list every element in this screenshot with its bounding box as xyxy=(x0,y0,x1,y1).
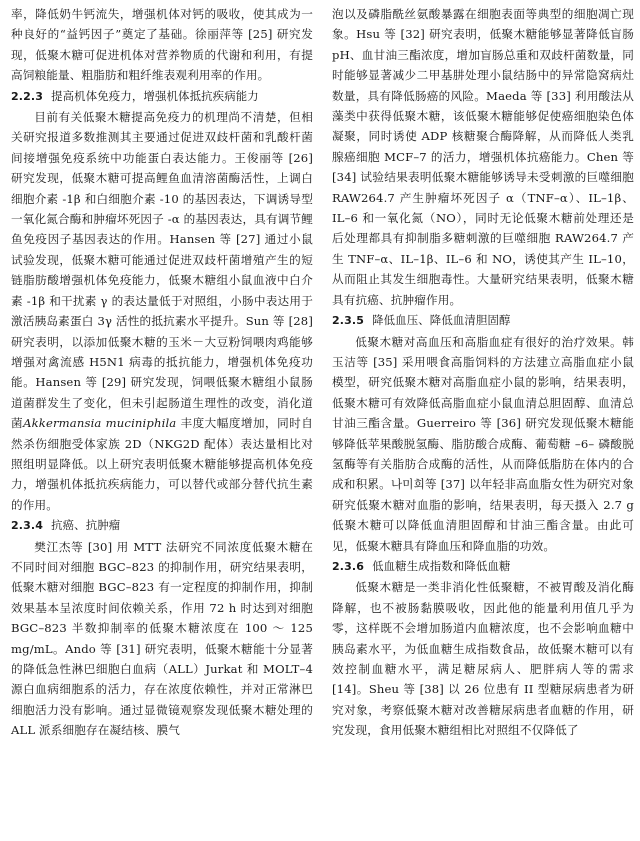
section-title: 抗癌、抗肿瘤 xyxy=(51,518,121,533)
paragraph: 低聚木糖是一类非消化性低聚糖，不被胃酸及消化酶降解，也不被肠黏膜吸收，因此他的能量利用值几乎为零，这样既不会增加肠道内血糖浓度，也不会影响血糖中胰岛素水平，为低血糖生成指数食品，故低聚木糖可以有效控制血糖水平，满足糖尿病人、肥胖病人等的需求 [14]。Sheu 等 [38] 以 26 位患有 II 型糖尿病患者为研究对象，考察低聚木糖对改善糖尿病患者血糖的作用，研究发现，食用低聚木糖组相比对照组不仅降低了 xyxy=(332,580,634,738)
paragraph: 率，降低奶牛钙流失，增强机体对钙的吸收，使其成为一种良好的“益钙因子”奠定了基础。徐丽萍等 [25] 研究发现，低聚木糖可促进机体对营养物质的代谢和利用，有提高饲粮能量、粗脂肪和粗纤维表观利用率的作用。 xyxy=(11,7,313,83)
section-title: 低血糖生成指数和降低血糖 xyxy=(372,558,511,573)
section-number: 2.3.5 xyxy=(332,314,365,328)
paragraph-text: 丰度大幅度增加，同时自然杀伤细胞受体家族 2D（NKG2D 配体）表达量相比对照组明显降低。以上研究表明低聚木糖能够提高机体免疫力，增强机体抵抗疾病能力，可以替代或部分替代抗生素的作用。 xyxy=(11,416,313,512)
section-number: 2.3.6 xyxy=(332,559,365,573)
paragraph: 泡以及磷脂酰丝氨酸暴露在细胞表面等典型的细胞凋亡现象。Hsu 等 [32] 研究表明，低聚木糖能够显著降低盲肠 pH、血甘油三酯浓度，增加盲肠总重和双歧杆菌数量，同时能够显著减少二甲基肼处理小鼠结肠中的异常隐窝病灶数量，具有降低肠癌的风险。Maeda 等 [33] 利用酸法从藻类中获得低聚木糖，该低聚木糖能够促使癌细胞染色体凝聚，同时诱使 ADP 核糖聚合酶降解，从而降低人类乳腺癌细胞 MCF–7 的活力，增强机体抗癌能力。Chen 等 [34] 试验结果表明低聚木糖能够诱导未受刺激的巨噬细胞 RAW264.7 产生肿瘤坏死因子 α（TNF–α）、IL–1β、IL–6 和一氧化氮（NO），同时无论低聚木糖前处理还是后处理都具有抑制脂多糖刺激的巨噬细胞 RAW264.7 产生 TNF–α、IL–1β、IL–6 和 NO，诱使其产生 IL–10，从而阻止其发生细胞毒性。大量研究结果表明，低聚木糖具有抗癌、抗肿瘤作用。 xyxy=(332,7,634,307)
paragraph xyxy=(11,107,313,515)
section-title: 提高机体免疫力，增强机体抵抗疾病能力 xyxy=(51,88,259,103)
paragraph: 樊江杰等 [30] 用 MTT 法研究不同浓度低聚木糖在不同时间对细胞 BGC–823 的抑制作用，研究结果表明，低聚木糖对细胞 BGC–823 有一定程度的抑制作用，抑制效果基本呈浓度时间依赖关系，作用 72 h 时达到对细胞 BGC–823 半数抑制率的低聚木糖浓度在 100 ～ 125 mg/mL。Ando 等 [31] 研究表明，低聚木糖能十分显著的降低急性淋巴细胞白血病（ALL）Jurkat 和 MOLT–4 源白血病细胞系的活力，存在浓度依赖性，并对正常淋巴细胞活力没有影响。通过显微镜观察发现低聚木糖处理的 ALL 派系细胞存在凝结核、膜气 xyxy=(11,539,313,738)
section-number: 2.3.4 xyxy=(11,519,44,533)
section-number: 2.2.3 xyxy=(11,89,44,103)
section-title: 降低血压、降低血清胆固醇 xyxy=(372,313,511,328)
section-heading-2-2-3 xyxy=(11,86,313,107)
species-name: Akkermansia muciniphila xyxy=(23,416,177,431)
section-heading-2-3-5 xyxy=(332,310,634,331)
paragraph: 低聚木糖对高血压和高脂血症有很好的治疗效果。韩玉洁等 [35] 采用喂食高脂饲料的方法建立高脂血症小鼠模型，研究低聚木糖对高脂血症小鼠的影响，结果表明，低聚木糖可有效降低高脂血症小鼠血清总胆固醇、血清总甘油三酯含量。Guerreiro 等 [36] 研究发现低聚木糖能够降低苹果酸脱氢酶、脂肪酸合成酶、葡萄糖 –6– 磷酸脱氢酶等有关脂肪合成酶的活性，从而降低脂肪在体内的合成和积累。나미희等 [37] 以年轻非高血脂女性为研究对象研究低聚木糖对血脂的影响，结果表明，每天摄入 2.7 g 低聚木糖可以降低血清胆固醇和甘油三酯含量。由此可见，低聚木糖具有降血压和降血脂的功效。 xyxy=(332,334,634,553)
section-heading-2-3-6 xyxy=(332,556,634,577)
right-column xyxy=(332,4,634,741)
paragraph-text: 目前有关低聚木糖提高免疫力的机理尚不清楚，但相关研究报道多数推测其主要通过促进双歧杆菌和乳酸杆菌间接增强免疫系统中功能蛋白表达能力。王俊丽等 [26] 研究发现，低聚木糖可提高鲤鱼血清溶菌酶活性，上调白细胞介素 -1β 和白细胞介素 -10 的基因表达，下调诱导型一氧化氮合酶和肿瘤坏死因子 -α 的基因表达，具有调节鲤鱼免疫因子基因表达的作用。Hansen 等 [27] 通过小鼠试验发现，低聚木糖可能通过促进双歧杆菌增殖产生的短链脂肪酸增强机体免疫能力，低聚木糖组小鼠血液中白介素 -1β 和干扰素 γ 的表达量低于对照组，小肠中表达用于激活胰岛素蛋白 3γ 活性的抵抗素水平提升。Sun 等 [28] 研究表明，以添加低聚木糖的玉米－大豆粉饲喂肉鸡能够增强对禽流感 H5N1 病毒的抵抗能力，增强机体免疫功能。Hansen 等 [29] 研究发现，饲喂低聚木糖组小鼠肠道菌群发生了变化，但未引起肠道生理性的改变，消化道菌 xyxy=(11,110,313,431)
section-heading-2-3-4 xyxy=(11,515,313,536)
left-column xyxy=(11,4,313,741)
